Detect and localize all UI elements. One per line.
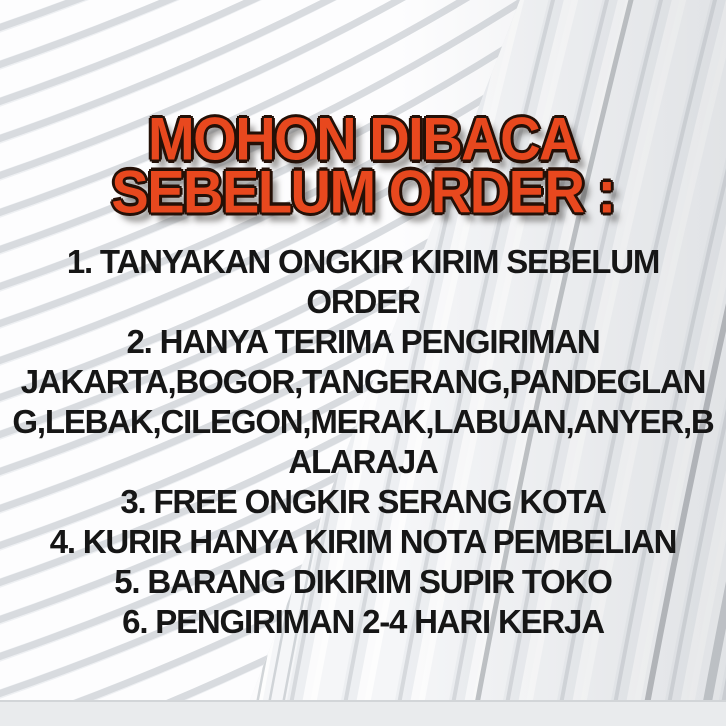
notice-line: 5. BARANG DIKIRIM SUPIR TOKO: [114, 563, 612, 600]
notice-line: 1. TANYAKAN ONGKIR KIRIM SEBELUM: [66, 243, 660, 280]
notice-line: 2. HANYA TERIMA PENGIRIMAN: [126, 323, 600, 360]
poster-title: [0, 104, 726, 226]
notice-line: ALARAJA: [288, 443, 438, 480]
notice-line: 4. KURIR HANYA KIRIM NOTA PEMBELIAN: [49, 523, 677, 560]
title-line-2: SEBELUM ORDER :: [111, 157, 615, 226]
notice-line: 6. PENGIRIMAN 2-4 HARI KERJA: [122, 603, 604, 640]
notice-line: ORDER: [306, 283, 420, 320]
notice-text: [0, 242, 726, 642]
notice-line: JAKARTA,BOGOR,TANGERANG,PANDEGLAN: [20, 363, 706, 400]
bottom-band: [0, 701, 726, 726]
notice-line: G,LEBAK,CILEGON,MERAK,LABUAN,ANYER,B: [12, 403, 714, 440]
notice-line: 3. FREE ONGKIR SERANG KOTA: [120, 483, 606, 520]
title-line-1: MOHON DIBACA: [148, 104, 578, 173]
